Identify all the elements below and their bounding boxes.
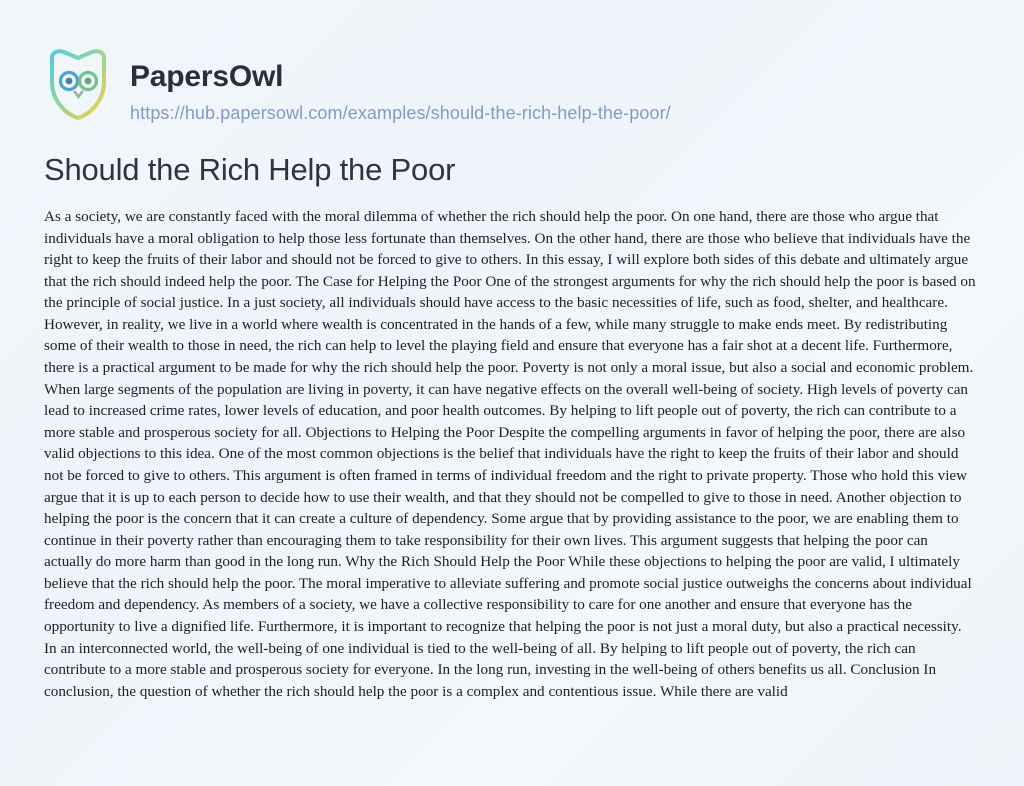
article-container xyxy=(0,124,1024,702)
brand-block xyxy=(130,48,671,124)
page-title: Should the Rich Help the Poor xyxy=(44,152,456,187)
article-body-text: As a society, we are constantly faced with the moral dilemma of whether the rich should help the poor. On one hand, there are those who argue that individuals have a moral obligation to help those less fortunate than themselves. On the other hand, there are those who believe that individuals have the right to keep the fruits of their labor and should not be forced to give to others. In this essay, I will explore both sides of this debate and ultimately argue that the rich should indeed help the poor. The Case for Helping the Poor One of the strongest arguments for why the rich should help the poor is based on the principle of social justice. In a just society, all individuals should have access to the basic necessities of life, such as food, shelter, and healthcare. However, in reality, we live in a world where wealth is concentrated in the hands of a few, while many struggle to make ends meet. By redistributing some of their wealth to those in need, the rich can help to level the playing field and ensure that everyone has a fair shot at a decent life. Furthermore, there is a practical argument to be made for why the rich should help the poor. Poverty is not only a moral issue, but also a social and economic problem. When large segments of the population are living in poverty, it can have negative effects on the overall well-being of society. High levels of poverty can lead to increased crime rates, lower levels of education, and poor health outcomes. By helping to lift people out of poverty, the rich can contribute to a more stable and prosperous society for all. Objections to Helping the Poor Despite the compelling arguments in favor of helping the poor, there are also valid objections to this idea. One of the most common objections is the belief that individuals have the right to keep the fruits of their labor and should not be forced to give to others. This argument is often framed in terms of individual freedom and the right to private property. Those who hold this view argue that it is up to each person to decide how to use their wealth, and that they should not be compelled to give to those in need. Another objection to helping the poor is the concern that it can create a culture of dependency. Some argue that by providing assistance to the poor, we are enabling them to continue in their poverty rather than encouraging them to take responsibility for their own lives. This argument suggests that helping the poor can actually do more harm than good in the long run. Why the Rich Should Help the Poor While these objections to helping the poor are valid, I ultimately believe that the rich should help the poor. The moral imperative to alleviate suffering and promote social justice outweighs the concerns about individual freedom and dependency. As members of a society, we have a collective responsibility to care for one another and ensure that everyone has the opportunity to live a dignified life. Furthermore, it is important to recognize that helping the poor is not just a moral duty, but also a practical necessity. In an interconnected world, the well-being of one individual is tied to the well-being of all. By helping to lift people out of poverty, the rich can contribute to a more stable and prosperous society for everyone. In the long run, investing in the well-being of others benefits us all. Conclusion In conclusion, the question of whether the rich should help the poor is a complex and contentious issue. While there are valid xyxy=(44,208,976,700)
brand-name: PapersOwl xyxy=(130,60,284,93)
owl-logo-icon xyxy=(44,48,112,120)
site-header xyxy=(0,0,1024,124)
source-url[interactable]: https://hub.papersowl.com/examples/should-the-rich-help-the-poor/ xyxy=(130,103,671,123)
